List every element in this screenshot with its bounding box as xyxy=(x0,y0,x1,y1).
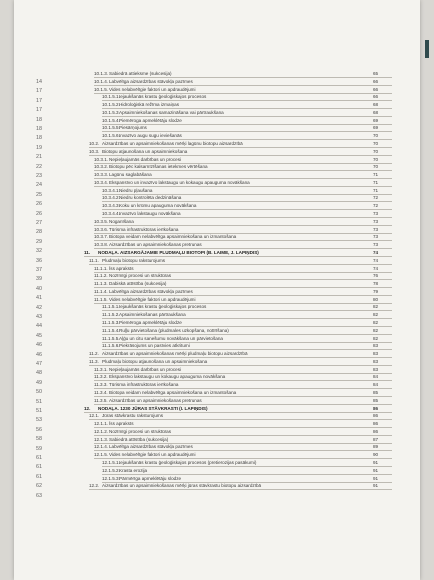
toc-entry-title: Lagūnu saglabāšana xyxy=(109,172,152,178)
margin-page-number: 61 xyxy=(36,455,42,461)
toc-entry-page: 71 xyxy=(373,179,379,185)
margin-page-number: 29 xyxy=(36,238,42,245)
toc-entry-title: Piemēroga apmeklētāju slodze xyxy=(119,117,182,123)
toc-entry-number: 10.3.7. xyxy=(94,234,109,240)
toc-entry-page: 70 xyxy=(373,148,379,154)
toc-entry xyxy=(14,257,420,264)
margin-page-number: 47 xyxy=(36,361,42,367)
toc-entry-number: 11.1.5.2. xyxy=(102,312,120,318)
toc-entry-title: Invazīvo augu sugu ieviešanās xyxy=(119,133,182,139)
toc-entry-number: 11.1.1. xyxy=(94,265,108,271)
toc-entry-number: 10.1.4. xyxy=(94,78,109,84)
toc-entry-number: 12.1.5.2. xyxy=(102,467,120,473)
toc-entry xyxy=(14,428,420,435)
toc-entry-title: Iejaukšanās krastu ģeoloģiskajos procesos (pretierozijas pasākumi) xyxy=(119,460,257,465)
margin-page-number: 17 xyxy=(36,88,42,95)
toc-entry-title: Biotopu pēc kalsarnīzīšanas ietekmes vērtēšana xyxy=(109,164,208,170)
margin-page-number: 42 xyxy=(36,304,42,311)
toc-entry xyxy=(14,93,420,100)
toc-entry-number: 12.1.3. xyxy=(94,436,109,442)
toc-entry-number: 11.3.2. xyxy=(94,374,108,380)
toc-entry-number: 10.1.5.1. xyxy=(102,94,120,100)
toc-entry-number: 10.3.3. xyxy=(94,172,109,178)
margin-page-number: 23 xyxy=(36,173,42,179)
toc-entry xyxy=(14,117,420,124)
margin-page-number: 36 xyxy=(36,257,42,264)
toc-entry-title: Nozīmīgi procesi un struktūras xyxy=(109,273,172,279)
toc-entry-title: Niedru kontrolēta dedzināšana xyxy=(119,195,182,201)
margin-page-number: 28 xyxy=(36,229,42,236)
toc-entry-number: 11.1.2. xyxy=(94,273,108,279)
margin-page-number: 62 xyxy=(36,483,42,490)
toc-entry-page: 86 xyxy=(373,413,379,419)
toc-entry-page: 69 xyxy=(373,117,379,123)
toc-row-divider xyxy=(89,489,392,490)
toc-entry-title: Aļģu un citu sanešumu novākšana un pārvietošana xyxy=(119,335,223,341)
toc-entry xyxy=(14,366,420,373)
toc-entry xyxy=(14,109,420,116)
toc-entry-title: Vides nelabvēlīgie faktori un apdraudējumi xyxy=(109,452,196,458)
toc-entry-page: 85 xyxy=(373,397,379,403)
toc-entry xyxy=(14,78,420,85)
margin-page-number: 22 xyxy=(36,163,42,170)
toc-entry xyxy=(14,405,420,412)
toc-entry-title: Aizsardzības un apsaimniekošanas mērķi pludmaļu biotopu aizsardzībā xyxy=(102,351,248,357)
margin-page-number: 41 xyxy=(36,295,42,302)
toc-entry-number: 11. xyxy=(84,249,91,255)
toc-entry-title: Nepieļaujamās darbības un procesi xyxy=(109,156,182,162)
toc-entry-page: 80 xyxy=(373,296,379,302)
toc-entry-title: Pārmērīga apmeklētāju slodze xyxy=(119,475,182,481)
toc-entry-title: Niedru pļaušana xyxy=(119,187,153,193)
margin-page-number: 49 xyxy=(36,379,42,386)
toc-entry-title: Tūrisma infrastruktūras ierīkošana xyxy=(109,382,179,388)
toc-entry-number: 12.1. xyxy=(89,413,100,419)
margin-page-number: 51 xyxy=(36,408,42,414)
toc-entry-number: 11.1.5. xyxy=(94,296,108,302)
toc-entry xyxy=(14,280,420,287)
toc-entry-title: Aizsardzības un apsaimniekošanas pretrunas xyxy=(109,242,202,248)
toc-entry-page: 86 xyxy=(373,428,379,434)
toc-entry-number: 10.3.4.3. xyxy=(102,203,120,209)
toc-entry-number: 12.1.5.3. xyxy=(102,475,120,481)
toc-entry xyxy=(14,171,420,178)
toc-entry-number: 11.3. xyxy=(89,358,99,364)
toc-entry xyxy=(14,389,420,396)
toc-entry-page: 91 xyxy=(373,475,379,481)
toc-entry-page: 90 xyxy=(373,452,379,458)
toc-entry-number: 11.1.5.6. xyxy=(102,343,120,349)
toc-entry-page: 66 xyxy=(373,78,379,84)
toc-entry xyxy=(14,132,420,142)
margin-page-number: 21 xyxy=(36,154,42,161)
margin-page-number: 40 xyxy=(36,285,42,292)
toc-entry xyxy=(14,179,420,189)
toc-entry-number: 10.3.4.1. xyxy=(102,187,120,193)
toc-entry-title: Piesārņojums xyxy=(119,125,147,131)
toc-entry-page: 83 xyxy=(373,351,379,357)
toc-entry xyxy=(14,156,420,163)
margin-page-number: 26 xyxy=(36,201,42,208)
toc-entry xyxy=(14,311,420,318)
toc-entry-title: Iejaukšanās krastu ģeoloģiskajos procesos xyxy=(119,94,207,100)
toc-entry-number: 10.3.6. xyxy=(94,226,109,232)
toc-entry xyxy=(14,187,420,194)
toc-entry-page: 70 xyxy=(373,141,379,147)
toc-entry-page: 70 xyxy=(373,164,379,170)
toc-entry-number: 11.3.5. xyxy=(94,397,108,403)
toc-entry-page: 74 xyxy=(373,265,379,271)
toc-entry xyxy=(14,249,420,256)
toc-entry-page: 82 xyxy=(373,327,379,333)
margin-page-number: 46 xyxy=(36,342,42,349)
toc-entry-title: Jūras stāvkrastu raksturojums xyxy=(102,413,164,419)
toc-entry-number: 11.1.5.3. xyxy=(102,319,120,325)
toc-entry-title: Aizsardzības un apsaimniekošanas mērķi jūras stāvkrastu biotopu aizsardzībā xyxy=(102,483,262,489)
toc-entry-title: Hidroloģiskā režīma izmaiņas xyxy=(119,102,179,108)
toc-entry xyxy=(14,327,420,334)
toc-entry-title: Vides nelabvēlīgie faktori un apdraudējumi xyxy=(109,86,196,92)
toc-entry-page: 91 xyxy=(373,467,379,473)
toc-entry-page: 83 xyxy=(373,366,379,372)
toc-entry xyxy=(14,397,420,404)
toc-entry-title: Ruļļu pārvietošana (pludmales uzkopšana, notīrīšana) xyxy=(119,327,229,333)
toc-entry-number: 11.1.5.1. xyxy=(102,304,120,310)
margin-page-number: 63 xyxy=(36,492,42,499)
toc-entry-number: 12.1.2. xyxy=(94,428,109,434)
toc-entry-page: 84 xyxy=(373,382,379,388)
toc-entry-number: 11.1.4. xyxy=(94,288,108,294)
toc-entry xyxy=(14,210,420,217)
margin-page-number: 32 xyxy=(36,248,42,255)
toc-entry-title: Ekspansīvo un invazīvo lakstaugu un kokaugu apauguma novākšana xyxy=(109,179,250,185)
toc-entry xyxy=(14,272,420,279)
toc-entry xyxy=(14,412,420,419)
toc-entry-page: 82 xyxy=(373,335,379,341)
toc-entry xyxy=(14,226,420,236)
margin-page-number: 14 xyxy=(36,79,42,85)
toc-entry-page: 73 xyxy=(373,218,379,224)
toc-entry-number: 10.3.1. xyxy=(94,156,109,162)
toc-entry xyxy=(14,451,420,458)
toc-entry-page: 73 xyxy=(373,211,379,217)
toc-entry-title: Ekspansīvo lakstaugu un kokaugu apauguma novākšana xyxy=(109,374,226,380)
margin-page-number: 59 xyxy=(36,445,42,452)
toc-entry xyxy=(14,350,420,357)
margin-page-number: 51 xyxy=(36,398,42,405)
toc-entry xyxy=(14,124,420,131)
margin-page-number: 24 xyxy=(36,182,42,189)
margin-page-number: 17 xyxy=(36,107,42,114)
toc-entry-number: 10.1.3. xyxy=(94,71,109,76)
toc-entry-number: 11.1.3. xyxy=(94,281,108,287)
toc-entry-number: 10.1.5.3. xyxy=(102,109,120,115)
toc-entry-title: Tūrisma infrastruktūras ierīkošana xyxy=(109,226,179,232)
toc-entry-title: NODAĻA. 1230 JŪRAS STĀVKRASTI (I. LAPIŅDIS) xyxy=(98,405,208,411)
toc-entry xyxy=(14,436,420,443)
toc-entry-page: 91 xyxy=(373,460,379,465)
toc-entry-title: Apsaimniekošanas pārtraukšana xyxy=(119,312,186,318)
toc-entry-page: 68 xyxy=(373,102,379,108)
toc-entry-number: 10.3.2. xyxy=(94,164,109,170)
toc-entry-title: Sabiedrā attīstība (sukcesija) xyxy=(109,436,169,442)
margin-page-number: 44 xyxy=(36,323,42,330)
margin-page-number: 19 xyxy=(36,144,42,151)
toc-entry-number: 10.3.4. xyxy=(94,179,109,185)
toc-entry-title: Piemēroga apmeklētāju slodze xyxy=(119,319,182,325)
toc-entry-number: 10.3. xyxy=(89,148,100,154)
toc-entry-page: 91 xyxy=(373,483,379,489)
toc-entry-page: 82 xyxy=(373,319,379,325)
toc-entry-title: Apsaimniekošanas samazināšana vai pārtraukšana xyxy=(119,109,224,115)
toc-entry-number: 10.2. xyxy=(89,141,100,147)
toc-entry-title: Pludmaļu biotopu atjaunošana un apsaimniekošana xyxy=(102,358,208,364)
toc-entry-page: 74 xyxy=(373,257,379,263)
toc-entry xyxy=(14,342,420,349)
toc-entry xyxy=(14,319,420,326)
margin-page-number: 18 xyxy=(36,126,42,132)
toc-entry-number: 10.3.8. xyxy=(94,242,109,248)
toc-entry xyxy=(14,218,420,225)
toc-entry-number: 12.2. xyxy=(89,483,100,489)
toc-entry-page: 84 xyxy=(373,374,379,380)
toc-entry-title: Pludmaļu biotopu raksturojums xyxy=(102,257,166,263)
toc-entry-page: 87 xyxy=(373,436,379,442)
toc-entry-title: Invazīvo lakstaugu novākšana xyxy=(119,211,181,217)
toc-entry xyxy=(14,238,420,248)
toc-entry xyxy=(14,285,420,295)
toc-entry-number: 10.3.4.2. xyxy=(102,195,120,201)
toc-entry xyxy=(14,86,420,93)
toc-entry-title: Biotopa veidam nelabvēlīga apsaimniekošana un izmantošana xyxy=(109,234,237,240)
toc-entry-page: 78 xyxy=(373,281,379,287)
toc-entry-number: 11.1.5.4. xyxy=(102,327,120,333)
margin-page-number: 43 xyxy=(36,314,42,320)
toc-entry-title: Vides nelabvēlīgie faktori un apdraudējumi xyxy=(109,296,196,302)
toc-entry-title: Aizsardzības un apsaimniekošanas mērķi lagūnu biotopu aizsardzībā xyxy=(102,141,243,147)
margin-page-number: 48 xyxy=(36,370,42,377)
toc-entry-title: Īss apraksts xyxy=(109,265,134,271)
toc-entry-title: Labvēlīga aizsardzības stāvokļa pazīmes xyxy=(109,78,193,84)
toc-entry-title: Labvēlīga aizsardzības stāvokļa pazīmes xyxy=(109,444,193,450)
toc-entry-title: NODAĻA. AIZSARGĀJAMIE PLUDMAĻU BIOTOPI (B. LAIME, J. LAPIŅDIS) xyxy=(98,249,259,255)
toc-entry-title: Biotopa veidam nelabvēlīga apsaimniekošana un izmantošana xyxy=(109,389,237,395)
margin-page-number: 56 xyxy=(36,426,42,433)
toc-entry-number: 12.1.1. xyxy=(94,421,109,427)
toc-entry-page: 69 xyxy=(373,125,379,131)
toc-entry xyxy=(14,464,420,474)
margin-page-number: 18 xyxy=(36,135,42,142)
toc-entry-number: 10.1.5.4. xyxy=(102,117,120,123)
toc-entry-number: 11.1. xyxy=(89,257,99,263)
toc-entry-number: 11.3.4. xyxy=(94,389,108,395)
toc-entry-page: 71 xyxy=(373,187,379,193)
margin-page-number: 18 xyxy=(36,116,42,123)
toc-entry-page: 83 xyxy=(373,358,379,364)
toc-entry-page: 73 xyxy=(373,226,379,232)
toc-entry xyxy=(14,443,420,450)
toc-entry xyxy=(14,459,420,466)
toc-entry xyxy=(14,475,420,482)
toc-entry-page: 82 xyxy=(373,304,379,310)
toc-entry xyxy=(14,370,420,380)
toc-entry xyxy=(14,265,420,272)
toc-entry-page: 66 xyxy=(373,86,379,92)
toc-entry-title: Piekrāsojums un pasīvies atkritumi xyxy=(119,343,190,349)
toc-entry xyxy=(14,381,420,388)
toc-entry-title: Koku un krūmu apauguma novākšana xyxy=(119,203,197,209)
margin-page-number: 46 xyxy=(36,351,42,358)
toc-entry-page: 74 xyxy=(373,249,379,255)
toc-entry-page: 83 xyxy=(373,343,379,349)
toc-entry-number: 10.1.5.6. xyxy=(102,133,120,139)
toc-entry-page: 86 xyxy=(373,405,379,411)
toc-entry-page: 76 xyxy=(373,273,379,279)
toc-entry xyxy=(14,296,420,303)
toc-entry-number: 12. xyxy=(84,405,91,411)
toc-entry-page: 66 xyxy=(373,94,379,100)
toc-entry-title: Iejaukšanās krastu ģeoloģiskajos procesos xyxy=(119,304,207,310)
margin-page-number: 27 xyxy=(36,220,42,226)
toc-entry xyxy=(14,140,420,147)
toc-entry xyxy=(14,163,420,170)
toc-entry xyxy=(14,417,420,427)
toc-entry xyxy=(14,303,420,310)
toc-entry-number: 10.3.4.4. xyxy=(102,211,120,217)
toc-entry-title: Dabiskā attīstība (sukcesija) xyxy=(109,281,167,287)
toc-entry xyxy=(14,482,420,489)
toc-entry-number: 11.1.5.5. xyxy=(102,335,120,341)
toc-entry-number: 11.3.3. xyxy=(94,382,108,388)
toc-entry-title: Nepieļaujamās darbības un procesi xyxy=(109,366,182,372)
toc-entry-page: 72 xyxy=(373,203,379,209)
toc-entry-title: Krasta erozija xyxy=(119,467,148,473)
toc-entry-number: 11.2. xyxy=(89,351,99,357)
margin-page-number: 50 xyxy=(36,389,42,396)
toc-entry-page: 72 xyxy=(373,195,379,201)
margin-page-number: 45 xyxy=(36,332,42,339)
margin-page-number: 26 xyxy=(36,210,42,217)
toc-entry-title: Biotopu atjaunošana un apsaimniekošana xyxy=(102,148,188,154)
toc-entry xyxy=(14,70,420,77)
margin-page-number: 61 xyxy=(36,464,42,471)
toc-entry-number: 10.1.5.5. xyxy=(102,125,120,131)
toc-entry-title: Nozīmīgi procesi un struktūras xyxy=(109,428,172,434)
toc-entry xyxy=(14,202,420,209)
toc-entry-page: 79 xyxy=(373,288,379,294)
margin-page-number: 39 xyxy=(36,276,42,283)
toc-entry-number: 12.1.4. xyxy=(94,444,109,450)
toc-entry-title: Aizsardzības un apsaimniekošanas pretrunas xyxy=(109,397,202,403)
margin-page-number: 61 xyxy=(36,473,42,480)
margin-page-number: 58 xyxy=(36,436,42,443)
toc-entry-title: Noganīšana xyxy=(109,218,134,224)
toc-entry-page: 70 xyxy=(373,156,379,162)
toc-entry-page: 82 xyxy=(373,312,379,318)
toc-entry-page: 86 xyxy=(373,421,379,427)
toc-entry-title: Labvēlīga aizsardzības stāvokļa pazīmes xyxy=(109,288,193,294)
document-page xyxy=(14,0,420,580)
toc-entry-page: 70 xyxy=(373,133,379,139)
toc-entry-page: 73 xyxy=(373,234,379,240)
toc-entry-title: Sabiedrā attieksme (sukcesija) xyxy=(109,71,172,76)
toc-entry xyxy=(14,332,420,342)
margin-page-number: 25 xyxy=(36,191,42,198)
toc-entry-number: 11.3.1. xyxy=(94,366,108,372)
toc-entry-page: 85 xyxy=(373,389,379,395)
toc-entry xyxy=(14,233,420,240)
toc-entry-number: 12.1.5.1. xyxy=(102,460,120,465)
margin-page-number: 37 xyxy=(36,267,42,273)
toc-entry-number: 10.3.5. xyxy=(94,218,109,224)
page-edge-tab xyxy=(425,40,429,58)
toc-entry-number: 10.1.5. xyxy=(94,86,109,92)
toc-entry xyxy=(14,191,420,201)
toc-entry-title: Īss apraksts xyxy=(109,421,134,427)
margin-page-number: 53 xyxy=(36,417,42,424)
toc-entry-page: 73 xyxy=(373,242,379,248)
toc-entry-page: 71 xyxy=(373,172,379,178)
toc-entry-number: 12.1.5. xyxy=(94,452,109,458)
toc-entry-page: 89 xyxy=(373,444,379,450)
toc-entry-number: 10.1.5.2. xyxy=(102,102,120,108)
toc-entry-page: 68 xyxy=(373,109,379,115)
toc-entry-page: 65 xyxy=(373,71,379,76)
toc-entry xyxy=(14,358,420,365)
margin-page-number: 17 xyxy=(36,97,42,104)
